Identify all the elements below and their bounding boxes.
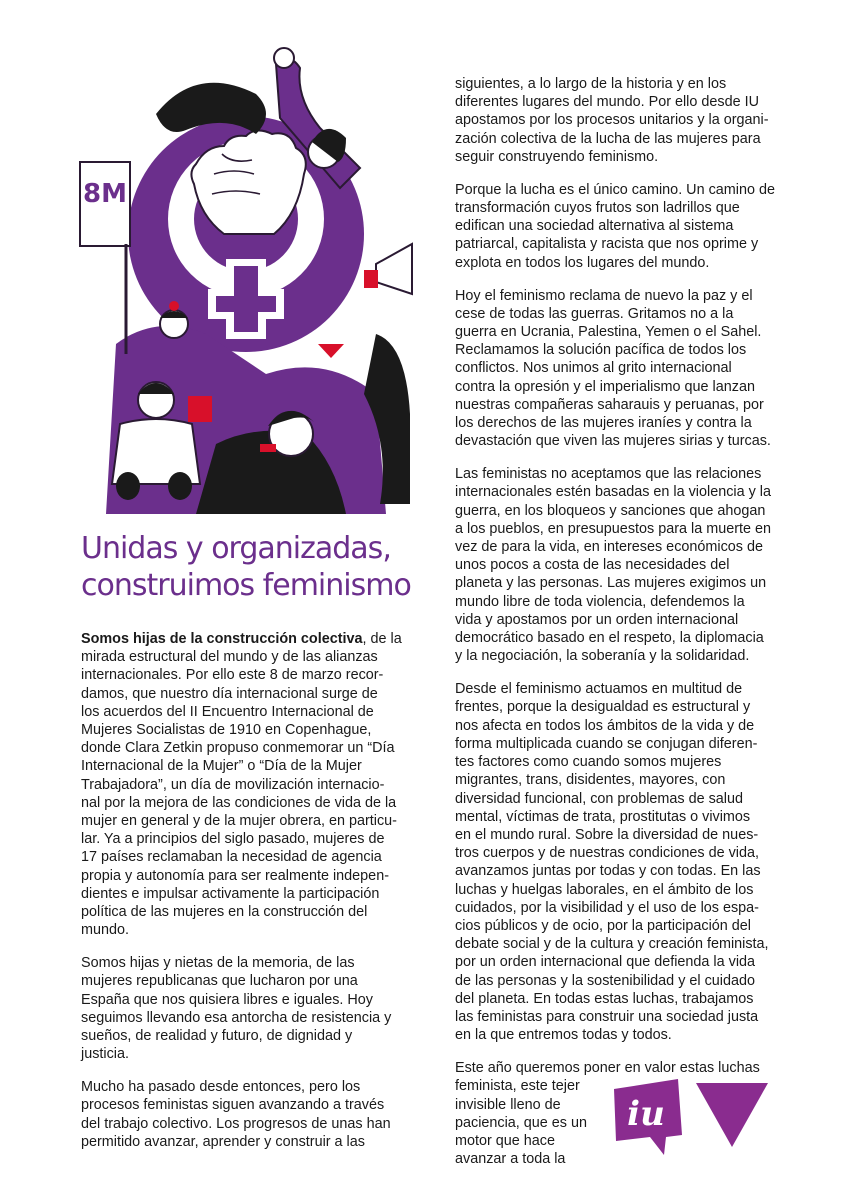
text-line: Porque la lucha es el único camino. Un camino de <box>455 181 775 198</box>
text-line: avanzamos juntas por todas y con todas. En las <box>455 863 761 880</box>
text-line: del planeta. En todas estas luchas, trabajamos <box>455 990 754 1007</box>
right-paragraph-3 <box>455 287 771 451</box>
text-line: propia y autonomía para ser realmente indepen- <box>81 867 389 884</box>
text-line: permitido avanzar, aprender y construir a las <box>81 1133 365 1150</box>
text-line: cios públicos y de ocio, por la participación del <box>455 917 751 934</box>
text-line: zación colectiva de la lucha de las mujeres para <box>455 130 761 147</box>
text-line: internacionales estén basadas en la violencia y la <box>455 484 771 501</box>
text-line: por un orden internacional que defienda la vida <box>455 954 756 971</box>
text-line: política de las mujeres en la construcción del <box>81 904 368 921</box>
text-line: internacionales. Por ello este 8 de marzo recor- <box>81 667 384 684</box>
text-line: motor que hace <box>455 1132 555 1149</box>
text-line: transformación cuyos frutos son ladrillos que <box>455 200 740 217</box>
text-line: migrantes, trans, disidentes, mayores, con <box>455 772 726 789</box>
text-line: de las personas y la sostenibilidad y el cuidado <box>455 972 755 989</box>
text-line: unos pocos a costa de las necesidades del <box>455 557 730 574</box>
text-line: seguir construyendo feminismo. <box>455 148 659 165</box>
text-line: justicia. <box>81 1046 129 1063</box>
right-paragraph-1 <box>455 75 771 166</box>
text-line: Internacional de la Mujer” o “Día de la Mujer <box>81 758 362 775</box>
text-line: frentes, porque la desigualdad es estructural y <box>455 699 751 716</box>
text-line: feminista, este tejer <box>455 1078 580 1095</box>
text-line: Reclamamos la solución pacífica de todos los <box>455 342 747 359</box>
text-line: luchas y huelgas laborales, en el ámbito de los <box>455 881 754 898</box>
right-paragraph-5 <box>455 680 771 1044</box>
text-line: planeta y las personas. Las mujeres exigimos un <box>455 575 767 592</box>
text-line: Hoy el feminismo reclama de nuevo la paz y el <box>455 287 753 304</box>
text-line: cese de todas las guerras. Gritamos no a la <box>455 305 734 322</box>
text-line: Desde el feminismo actuamos en multitud de <box>455 681 743 698</box>
text-line: España que nos quisiera libres e iguales. Hoy <box>81 991 373 1008</box>
text-line: Este año queremos poner en valor estas luchas <box>455 1060 760 1077</box>
text-line: procesos feministas siguen avanzando a través <box>81 1097 385 1114</box>
text-line: del trabajo colectivo. Los progresos de unas han <box>81 1115 391 1132</box>
left-paragraph-3 <box>81 1078 393 1151</box>
left-paragraph-1 <box>81 630 402 939</box>
text-line: nal por la mejora de las condiciones de vida de la <box>81 794 397 811</box>
right-paragraph-4 <box>455 465 771 665</box>
left-paragraph-2 <box>81 954 393 1063</box>
text-line: paciencia, que es un <box>455 1114 588 1131</box>
iu-logo-icon <box>614 1079 682 1155</box>
text-line: democrático basado en el respeto, la diplomacia <box>455 630 764 647</box>
text-line: dientes e impulsar activamente la participación <box>81 885 380 902</box>
text-line: siguientes, a lo largo de la historia y en los <box>455 76 727 92</box>
text-line: nuestras compañeras saharauis y peruanas, por <box>455 396 764 413</box>
text-line: nos afecta en todos los ámbitos de la vida y de <box>455 717 755 734</box>
text-line: contra la opresión y el imperialismo que lanzan <box>455 378 755 395</box>
page-title <box>81 530 421 604</box>
iu-logo-text: iu <box>627 1094 665 1134</box>
title-line-2: construimos feminismo <box>81 568 411 603</box>
text-line: en la que entremos todas y todos. <box>455 1027 672 1044</box>
text-line: mental, víctimas de trata, prostitutas o vivimos <box>455 808 751 825</box>
text-line: Trabajadora”, un día de movilización internacio- <box>81 776 385 793</box>
text-line: diferentes lugares del mundo. Por ello desde IU <box>455 94 759 111</box>
text-run: , de la <box>362 631 402 647</box>
text-line: Las feministas no aceptamos que las relaciones <box>455 466 762 483</box>
logos <box>610 1075 770 1160</box>
text-line: conflictos. Nos unimos al grito internacional <box>455 360 732 377</box>
text-line: guerra en Ucrania, Palestina, Yemen o el Sahel. <box>455 324 762 341</box>
text-line: mirada estructural del mundo y de las alianzas <box>81 649 378 666</box>
title-line-1: Unidas y organizadas, <box>81 531 391 566</box>
text-line: patriarcal, capitalista y racista que nos oprime y <box>455 236 759 253</box>
text-line: mujer en general y de la mujer obrera, en particu- <box>81 813 397 830</box>
text-line: Somos hijas y nietas de la memoria, de las <box>81 955 355 972</box>
svg-text:8M: 8M <box>83 179 127 209</box>
text-line: edifican una sociedad alternativa al sistema <box>455 218 734 235</box>
text-line: seguimos llevando esa antorcha de resistencia y <box>81 1009 392 1026</box>
text-line: mujeres republicanas que lucharon por una <box>81 973 358 990</box>
text-line: los acuerdos del II Encuentro Internacional de <box>81 703 374 720</box>
text-line: y la negociación, la soberanía y la solidaridad. <box>455 648 750 665</box>
text-line: mundo libre de toda violencia, defendemos la <box>455 593 745 610</box>
text-line: apostamos por los procesos unitarios y la organi- <box>455 112 769 129</box>
right-column <box>455 75 775 1183</box>
text-line: avanzar a toda la <box>455 1151 566 1168</box>
text-line: donde Clara Zetkin propuso conmemorar un “Día <box>81 740 395 757</box>
text-line: los derechos de las mujeres iraníes y contra la <box>455 415 752 432</box>
red-triangle-logo-icon <box>696 1083 768 1147</box>
text-line: 17 países reclamaban la necesidad de agencia <box>81 849 382 866</box>
text-line: damos, que nuestro día internacional surge de <box>81 685 378 702</box>
text-line: vez de para la vida, en intereses económicos de <box>455 539 763 556</box>
text-line: tros cuerpos y de nuestras condiciones de vida, <box>455 845 759 862</box>
text-line: cuidados, por la visibilidad y el uso de los espa- <box>455 899 759 916</box>
text-line: forma multiplicada cuando se conjugan diferen- <box>455 735 758 752</box>
text-line: a los pueblos, en presupuestos para la muerte en <box>455 520 771 537</box>
text-line: debate social y de la cultura y creación feminista, <box>455 936 769 953</box>
text-line: Mujeres Socialistas de 1910 en Copenhague, <box>81 722 372 739</box>
text-line: lar. Ya a principios del siglo pasado, mujeres de <box>81 831 385 848</box>
text-line: tes factores como cuando somos mujeres <box>455 754 722 771</box>
text-line: mundo. <box>81 922 129 939</box>
text-line: guerra, en los bloqueos y sanciones que ahogan <box>455 502 766 519</box>
text-line: explota en todos los lugares del mundo. <box>455 254 710 271</box>
left-column <box>81 630 402 1166</box>
8m-sign <box>80 162 130 354</box>
text-line: diversidad funcional, con problemas de salud <box>455 790 743 807</box>
text-line <box>81 630 402 648</box>
text-line: devastación que viven las mujeres sirias y turcas. <box>455 433 771 450</box>
feminist-illustration <box>76 44 416 514</box>
text-line: invisible lleno de <box>455 1096 561 1113</box>
text-line: Mucho ha pasado desde entonces, pero los <box>81 1079 361 1096</box>
text-line: las feministas para construir una sociedad justa <box>455 1008 759 1025</box>
text-line: vida y apostamos por un orden internacional <box>455 611 739 628</box>
text-line: en el mundo rural. Sobre la diversidad de nues- <box>455 826 759 843</box>
right-paragraph-2 <box>455 181 775 272</box>
text-line: sueños, de realidad y futuro, de dignidad y <box>81 1028 353 1045</box>
bold-lead: Somos hijas de la construcción colectiva <box>81 631 363 647</box>
